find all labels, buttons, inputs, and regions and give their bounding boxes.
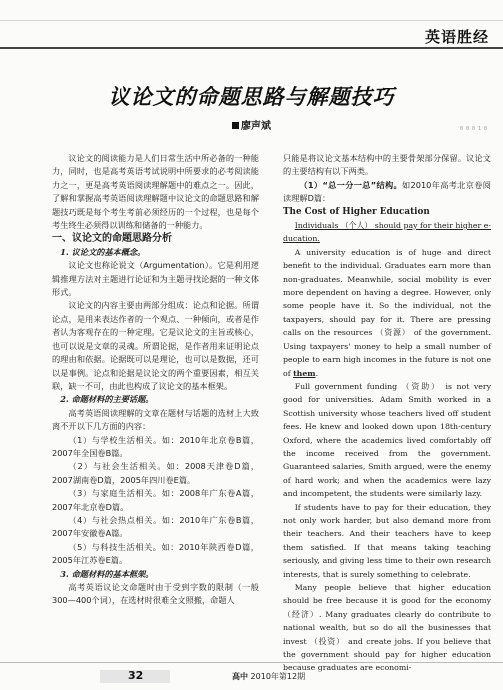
issue-date: 2010年第12期	[250, 672, 306, 681]
paragraph: 高考英语阅读理解的文章在题材与话题的选材上大致离不开以下几方面的内容：	[52, 407, 259, 432]
passage-paragraph: Full government funding （资助） is not very good for universities. Adam Smith worked in a Scottish university whose teachers lived off student fees. He knew and looked down upon 18th-century Oxford, where the academics lived comfortably off the income received from the government. Guaranteed salaries, Smith argued, were the enemy of hard work; and when the academics were lazy and incompetent, the students were similarly lazy.	[283, 381, 491, 499]
structure-paragraph	[283, 179, 491, 206]
author-name: 廖声斌	[241, 121, 271, 132]
square-bullet-icon	[232, 122, 239, 129]
list-item: （3）与家庭生活相关。如：2008年广东卷A篇，2007年北京卷D篇。	[52, 488, 259, 512]
paragraph: 高考英语议论文命题时由于受到字数的限制（一般300—400个词），在选材时很难全文照搬，命题人	[52, 582, 259, 606]
passage-title: The Cost of Higher Education	[283, 206, 430, 217]
passage-thesis: Individuals （个人） should pay for their higher e-ducation.	[283, 221, 491, 244]
english-passage	[283, 219, 491, 675]
list-item: （2）与社会生活相关。如：2008天津卷D篇，2007湖南卷D篇，2005年四川卷E篇。	[52, 461, 259, 485]
author-line	[0, 117, 503, 132]
passage-paragraph: Many people believe that higher education should be free because it is good for the economy （经济）. Many graduates clearly do contribute to national wealth, but so do all the businesses that invest （投资） and create jobs. If you believe that the government should pay for higher education because graduates are economi-	[283, 583, 491, 673]
passage-paragraph: A university education is of huge and direct benefit to the individual. Graduates earn more than non-graduates. Meanwhile, social mobility is ever more dependent on having a degree. However, only some people have it. So the individual, not the taxpayers, should pay for it. There are pressing calls on the resources （资源） of the government. Using taxpayers' money to help a small number of people to earn high incomes in the future is not one of them.	[283, 247, 491, 378]
page-number: 32	[128, 669, 144, 682]
list-item: （4）与社会热点相关。如：2010年广东卷B篇，2007年安徽卷A篇。	[52, 514, 259, 539]
publication-info	[232, 671, 305, 682]
structure-label: （1）“总一分一总”结构。	[299, 179, 403, 190]
sub-heading: 2. 命题材料的主要话题。	[60, 394, 154, 405]
paragraph: 议论文的内容主要由两部分组成：论点和论据。所谓论点，是用来表达作者的一个观点、一种倾向，或者是作者认为客观存在的一种定理。它是议论文的主旨或核心，也可以说是文章的灵魂。所谓论据，是作者用来证明论点的理由和依据。论据既可以是理论，也可以是数据，还可以是事例。论点和论据是议论文的两个重要因素，相互关联，缺一不可，由此也构成了议论文的基本框架。	[52, 300, 259, 391]
underlined-word: them	[293, 368, 316, 378]
paragraph: 只能是将议论文基本结构中的主要骨架部分保留。议论文的主要结构有以下两类。	[283, 153, 491, 177]
bottom-rule	[0, 662, 503, 663]
publication-name: 高中	[232, 672, 248, 681]
sub-heading: 1. 议论文的基本概念。	[60, 246, 146, 257]
left-column	[52, 152, 259, 608]
sub-heading: 3. 命题材料的基本框架。	[60, 568, 154, 579]
article-title: 议论文的命题思路与解题技巧	[108, 84, 395, 109]
paragraph: 议论文也称论说文（Argumentation）。它是利用逻辑推理方法对主题进行论证和为主题寻找论据的一种文体形式。	[52, 260, 259, 298]
top-rule	[0, 20, 503, 21]
right-column	[283, 152, 491, 675]
brand-rule	[0, 47, 503, 49]
intro-paragraph: 议论文的阅读能力是人们日常生活中所必备的一种能力，同时，也是高考英语考试说明中所要求的必考阅读能力之一，更是高考英语阅读理解题中的难点之一。因此，了解和掌握高考英语阅读理解题中议论文的命题思路和解题技巧既是每个考生考前必须经历的一个过程，也是每个考生终生必须得以训练和储备的一种能力。	[52, 153, 259, 231]
list-item: （1）与学校生活相关。如：2010年北京卷B篇，2007年全国卷B篇。	[52, 434, 259, 458]
list-item: （5）与科技生活相关。如：2010年陕西卷D篇，2005年江苏卷E篇。	[52, 541, 259, 566]
passage-paragraph: If students have to pay for their education, they not only work harder, but also demand more from their teachers. And their teachers have to keep them satisfied. If that means taking teaching seriously, and giving less time to their own research interests, that is surely something to celebrate.	[283, 502, 491, 579]
structure-text: 如2010年高考北京卷阅读理解D篇：	[283, 179, 491, 204]
section-heading: 一、议论文的命题思路分析	[52, 233, 172, 245]
brand-title: 英语胜经	[424, 28, 489, 46]
article-code: 0 0 0 1 0	[459, 126, 487, 132]
